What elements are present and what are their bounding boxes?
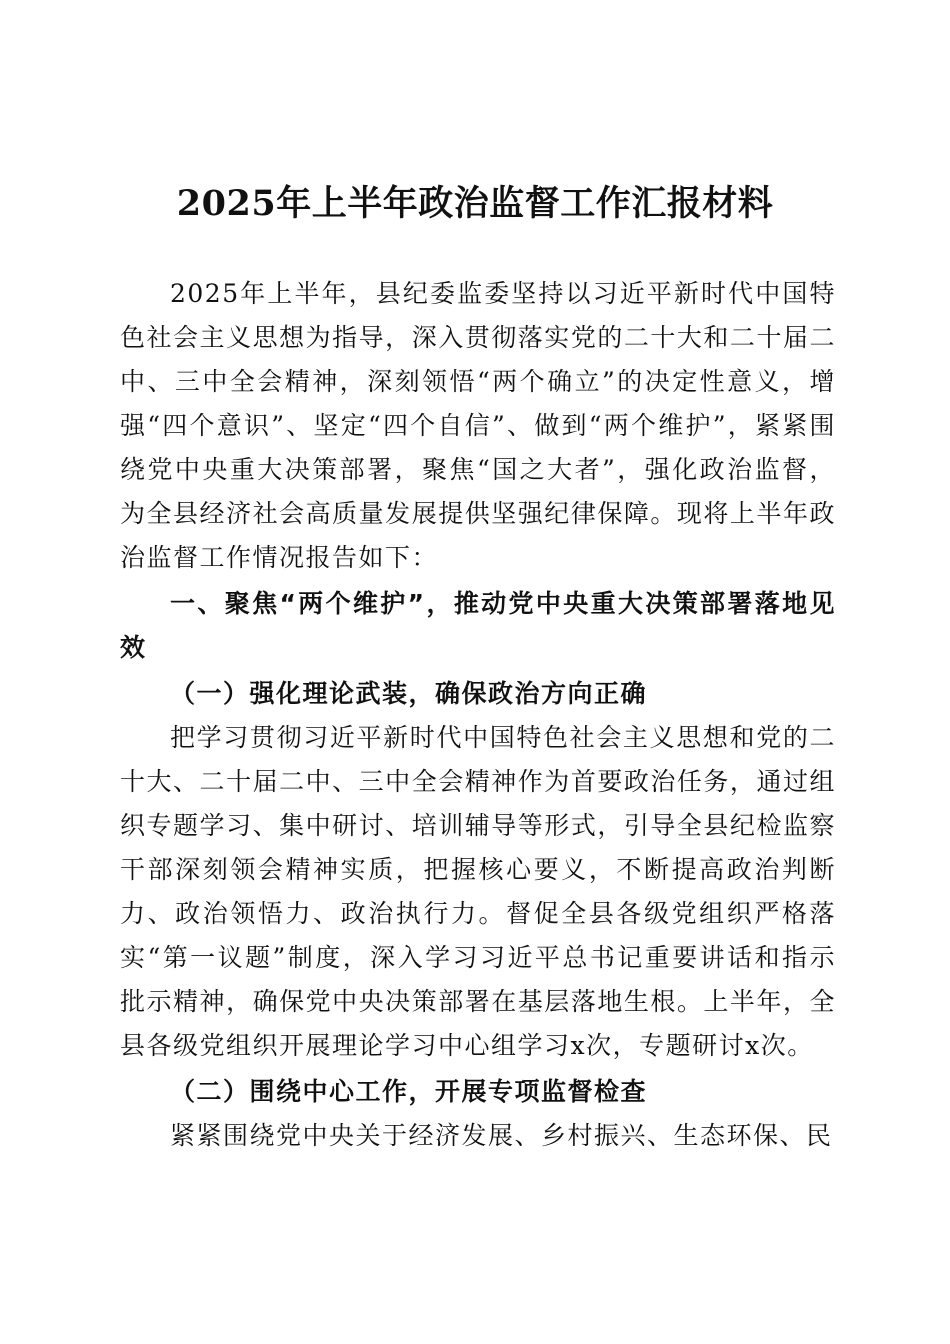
- document-title: 2025年上半年政治监督工作汇报材料: [176, 183, 774, 224]
- subsection-paragraph-1: 把学习贯彻习近平新时代中国特色社会主义思想和党的二十大、二十届二中、三中全会精神作为首要政治任务，通过组织专题学习、集中研讨、培训辅导等形式，引导全县纪检监察干部深刻领会精神实质，把握核心要义，不断提高政治判断力、政治领悟力、政治执行力。督促全县各级党组织严格落实“第一议题”制度，深入学习习近平总书记重要讲话和指示批示精神，确保党中央决策部署在基层落地生根。上半年，全县各级党组织开展理论学习中心组学习x次，专题研讨x次。: [120, 723, 836, 1060]
- subsection-heading-2: （二）围绕中心工作，开展专项监督检查: [170, 1077, 648, 1106]
- subsection-paragraph-2: 紧紧围绕党中央关于经济发展、乡村振兴、生态环保、民: [170, 1121, 833, 1150]
- intro-paragraph: 2025年上半年，县纪委监委坚持以习近平新时代中国特色社会主义思想为指导，深入贯彻落实党的二十大和二十届二中、三中全会精神，深刻领悟“两个确立”的决定性意义，增强“四个意识”、坚定“四个自信”、做到“两个维护”，紧紧围绕党中央重大决策部署，聚焦“国之大者”，强化政治监督，为全县经济社会高质量发展提供坚强纪律保障。现将上半年政治监督工作情况报告如下：: [120, 279, 836, 572]
- subsection-heading-1: （一）强化理论武装，确保政治方向正确: [170, 679, 648, 708]
- section-heading-1: 一、聚焦“两个维护”，推动党中央重大决策部署落地见效: [120, 589, 836, 662]
- document-body: [120, 272, 836, 1158]
